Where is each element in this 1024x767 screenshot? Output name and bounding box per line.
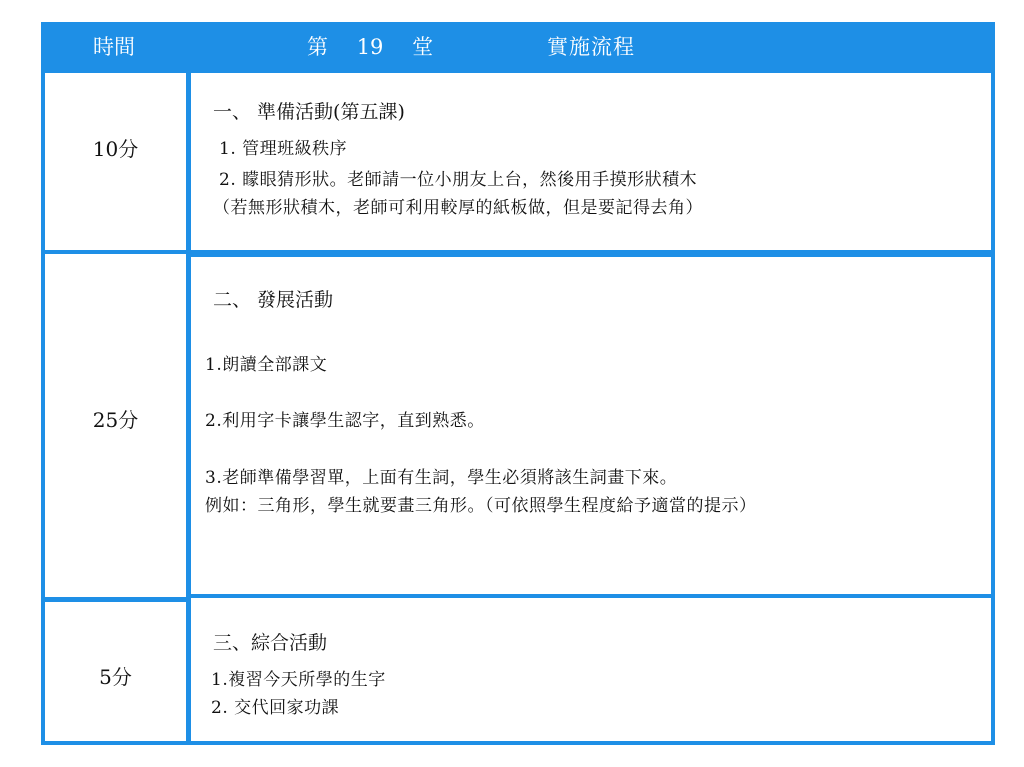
row-2-content-cell (191, 257, 991, 594)
row-3-title: 三、綜合活動 (213, 632, 328, 654)
time-column-header: 時間 (93, 35, 135, 59)
row-1-line-1: 1. 管理班級秩序 (219, 139, 348, 159)
row-1-time-cell (45, 73, 186, 250)
row-1-content-cell (191, 73, 991, 250)
row-1-line-2: 2. 矇眼猜形狀。老師請一位小朋友上台，然後用手摸形狀積木 (219, 170, 698, 190)
row-2-time-cell (45, 254, 186, 597)
lesson-plan-table (41, 22, 995, 745)
row-3-line-1: 1.複習今天所學的生字 (211, 670, 386, 690)
row-3-content-cell (191, 598, 991, 741)
row-2-time: 25分 (92, 408, 139, 432)
table-header (41, 22, 995, 73)
row-1-title: 一、 準備活動(第五課) (213, 101, 405, 123)
session-suffix: 堂 (412, 35, 434, 59)
row-2-title: 二、 發展活動 (213, 289, 334, 311)
process-column-header: 實施流程 (547, 35, 635, 59)
session-prefix: 第 (307, 35, 328, 59)
row-1-line-3: （若無形狀積木，老師可利用較厚的紙板做，但是要記得去角） (213, 198, 703, 218)
row-3-time-cell (45, 602, 186, 741)
row-2-line-3: 3.老師準備學習單，上面有生詞，學生必須將該生詞畫下來。 (205, 468, 678, 488)
session-number-header (307, 22, 447, 73)
session-number: 19 (356, 35, 384, 59)
row-3-time: 5分 (99, 665, 132, 689)
row-2-line-2: 2.利用字卡讓學生認字，直到熟悉。 (205, 411, 485, 431)
row-1-time: 10分 (92, 137, 139, 161)
row-2-line-1: 1.朗讀全部課文 (205, 355, 328, 375)
row-2-line-4: 例如：三角形，學生就要畫三角形。（可依照學生程度給予適當的提示） (205, 496, 757, 516)
row-3-line-2: 2. 交代回家功課 (211, 698, 340, 718)
